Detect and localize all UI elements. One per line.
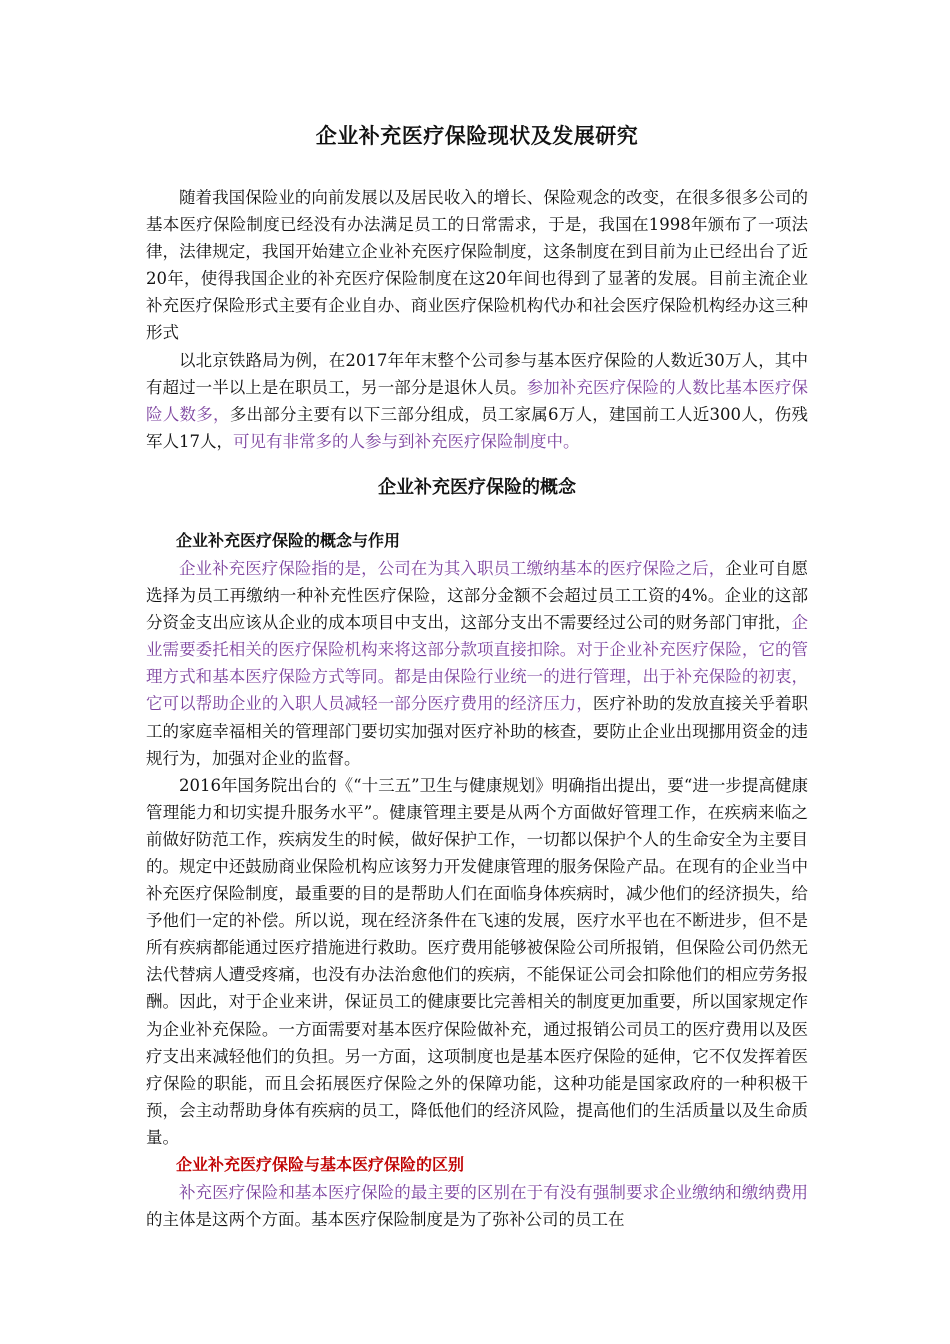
body-paragraph bbox=[146, 1179, 808, 1233]
highlighted-text: 企业补充医疗保险指的是，公司在为其入职员工缴纳基本的医疗保险之后， bbox=[179, 558, 726, 578]
text-run: 的主体是这两个方面。基本医疗保险制度是为了弥补公司的员工在 bbox=[146, 1210, 625, 1230]
highlighted-text: 参加补充医疗保险的人数比基本医疗保险人数多， bbox=[146, 377, 809, 424]
text-run: 多出部分主要有以下三部分组成，员工家属6万人，建国前工人近300人，伤残军人17人， bbox=[146, 404, 808, 451]
highlighted-text: 补充医疗保险和基本医疗保险的最主要的区别在于有没有强制要求企业缴纳和缴纳费用 bbox=[179, 1183, 808, 1202]
highlighted-text: 可见有非常多的人参与到补充医疗保险制度中。 bbox=[233, 431, 580, 451]
document-title: 企业补充医疗保险现状及发展研究 bbox=[315, 124, 639, 148]
highlighted-text: 企业需要委托相关的医疗保险机构来将这部分款项直接扣除。对于企业补充医疗保险，它的管理方式和基本医疗保险方式等同。都是由保险行业统一的进行管理，出于补充保险的初衷，它可以帮助企业的入职人员减轻一部分医疗费用的经济压力， bbox=[146, 613, 808, 714]
text-run: 以北京铁路局为例，在2017年年末整个公司参与基本医疗保险的人数近30万人，其中有超过一半以上是在职员工，另一部分是退休人员。 bbox=[146, 350, 808, 397]
subsection-heading: 企业补充医疗保险的概念与作用 bbox=[176, 530, 401, 550]
subsection-heading: 企业补充医疗保险与基本医疗保险的区别 bbox=[176, 1155, 465, 1174]
section-heading: 企业补充医疗保险的概念 bbox=[378, 476, 576, 498]
text-run: 企业可自愿选择为员工再缴纳一种补充性医疗保险，这部分金额不会超过员工工资的4%。企业的这部分资金支出应该从企业的成本项目中支出，这部分支出不需要经过公司的财务部门审批， bbox=[146, 558, 809, 633]
intro-paragraph-2 bbox=[146, 347, 808, 455]
body-paragraph bbox=[146, 555, 808, 772]
text-run: 医疗补助的发放直接关乎着职工的家庭幸福相关的管理部门要切实加强对医疗补助的核查，要防止企业出现挪用资金的违规行为，加强对企业的监督。 bbox=[146, 694, 809, 768]
body-paragraph: 2016年国务院出台的《“十三五”卫生与健康规划》明确指出提出，要“进一步提高健康管理能力和切实提升服务水平”。健康管理主要是从两个方面做好管理工作，在疾病来临之前做好防范工作，疾病发生的时候，做好保护工作，一切都以保护个人的生命安全为主要目的。规定中还鼓励商业保险机构应该努力开发健康管理的服务保险产品。在现有的企业当中补充医疗保险制度，最重要的目的是帮助人们在面临身体疾病时，减少他们的经济损失，给予他们一定的补偿。所以说，现在经济条件在飞速的发展，医疗水平也在不断进步，但不是所有疾病都能通过医疗措施进行救助。医疗费用能够被保险公司所报销，但保险公司仍然无法代替病人遭受疼痛，也没有办法治愈他们的疾病，不能保证公司会扣除他们的相应劳务报酬。因此，对于企业来讲，保证员工的健康要比完善相关的制度更加重要，所以国家规定作为企业补充保险。一方面需要对基本医疗保险做补充，通过报销公司员工的医疗费用以及医疗支出来减轻他们的负担。另一方面，这项制度也是基本医疗保险的延伸，它不仅发挥着医疗保险的职能，而且会拓展医疗保险之外的保障功能，这种功能是国家政府的一种积极干预，会主动帮助身体有疾病的员工，降低他们的经济风险，提高他们的生活质量以及生命质量。 bbox=[146, 775, 808, 1147]
intro-paragraph-1: 随着我国保险业的向前发展以及居民收入的增长、保险观念的改变，在很多很多公司的基本医疗保险制度已经没有办法满足员工的日常需求，于是，我国在1998年颁布了一项法律，法律规定，我国开始建立企业补充医疗保险制度，这条制度在到目前为止已经出台了近20年，使得我国企业的补充医疗保险制度在这20年间也得到了显著的发展。目前主流企业补充医疗保险形式主要有企业自办、商业医疗保险机构代办和社会医疗保险机构经办这三种形式 bbox=[146, 188, 808, 343]
document-page bbox=[146, 116, 808, 1233]
